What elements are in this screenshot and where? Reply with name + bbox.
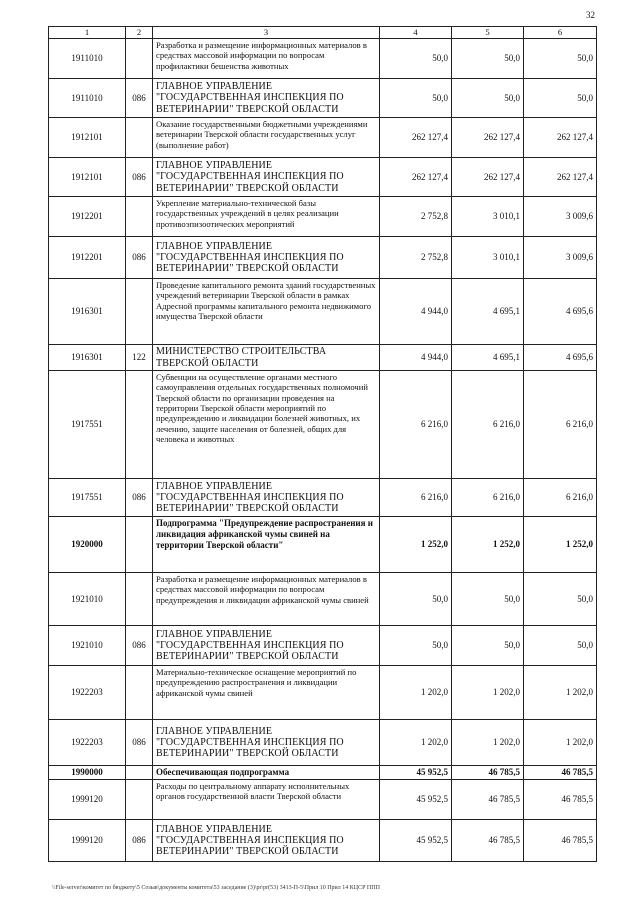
value-col6-cell: 6 216,0 [524,371,597,479]
code-cell: 1912201 [49,197,126,237]
name-cell: Материально-техническое оснащение мероприятий по предупреждению распространения и ликвидации африканской чумы свиней [153,666,380,720]
table-row [49,666,597,720]
name-cell: Субвенции на осуществление органами местного самоуправления отдельных государственных полномочий Тверской области по организации проведения на территории Тверской области мероприятий по предупреждению и ликвидации болезней животных, их лечению, защите населения от болезней, общих для человека и животных [153,371,380,479]
admin-code-cell [126,666,153,720]
table-row [49,371,597,479]
table-row [49,779,597,819]
table-row [49,479,597,517]
value-col4-cell: 1 202,0 [380,720,452,766]
table-row [49,819,597,861]
code-cell: 1917551 [49,479,126,517]
value-col4-cell: 4 944,0 [380,279,452,345]
code-cell: 1990000 [49,766,126,780]
value-col6-cell: 262 127,4 [524,118,597,158]
value-col5-cell: 50,0 [452,626,524,666]
code-cell: 1916301 [49,279,126,345]
name-cell: ГЛАВНОЕ УПРАВЛЕНИЕ "ГОСУДАРСТВЕННАЯ ИНСПЕКЦИЯ ПО ВЕТЕРИНАРИИ" ТВЕРСКОЙ ОБЛАСТИ [153,819,380,861]
table-row [49,158,597,197]
column-header: 5 [452,27,524,39]
code-cell: 1999120 [49,819,126,861]
value-col6-cell: 1 252,0 [524,517,597,573]
admin-code-cell: 086 [126,626,153,666]
admin-code-cell: 086 [126,79,153,118]
value-col4-cell: 50,0 [380,39,452,79]
code-cell: 1912101 [49,158,126,197]
admin-code-cell [126,766,153,780]
page-number: 32 [586,10,595,20]
value-col6-cell: 1 202,0 [524,666,597,720]
value-col6-cell: 50,0 [524,39,597,79]
admin-code-cell [126,279,153,345]
value-col4-cell: 2 752,8 [380,197,452,237]
code-cell: 1911010 [49,79,126,118]
name-cell: ГЛАВНОЕ УПРАВЛЕНИЕ "ГОСУДАРСТВЕННАЯ ИНСПЕКЦИЯ ПО ВЕТЕРИНАРИИ" ТВЕРСКОЙ ОБЛАСТИ [153,720,380,766]
column-header: 4 [380,27,452,39]
table-row [49,39,597,79]
column-header: 3 [153,27,380,39]
value-col5-cell: 46 785,5 [452,779,524,819]
admin-code-cell: 086 [126,237,153,279]
code-cell: 1999120 [49,779,126,819]
name-cell: Расходы по центральному аппарату исполнительных органов государственной власти Тверской области [153,779,380,819]
value-col4-cell: 45 952,5 [380,819,452,861]
value-col5-cell: 50,0 [452,79,524,118]
table-row [49,720,597,766]
value-col5-cell: 3 010,1 [452,197,524,237]
value-col6-cell: 46 785,5 [524,779,597,819]
value-col6-cell: 50,0 [524,79,597,118]
value-col4-cell: 4 944,0 [380,345,452,371]
name-cell: ГЛАВНОЕ УПРАВЛЕНИЕ "ГОСУДАРСТВЕННАЯ ИНСПЕКЦИЯ ПО ВЕТЕРИНАРИИ" ТВЕРСКОЙ ОБЛАСТИ [153,626,380,666]
value-col4-cell: 45 952,5 [380,779,452,819]
value-col6-cell: 46 785,5 [524,819,597,861]
value-col6-cell: 262 127,4 [524,158,597,197]
name-cell: Оказание государственными бюджетными учреждениями ветеринарии Тверской области государственных услуг (выполнение работ) [153,118,380,158]
table-row [49,517,597,573]
value-col6-cell: 6 216,0 [524,479,597,517]
value-col4-cell: 262 127,4 [380,118,452,158]
code-cell: 1922203 [49,720,126,766]
table-row [49,197,597,237]
code-cell: 1912101 [49,118,126,158]
value-col5-cell: 1 252,0 [452,517,524,573]
name-cell: Разработка и размещение информационных материалов в средствах массовой информации по вопросам предупреждения и ликвидации африканской чумы свиней [153,573,380,626]
admin-code-cell: 086 [126,158,153,197]
code-cell: 1912201 [49,237,126,279]
table-row [49,237,597,279]
admin-code-cell: 086 [126,479,153,517]
column-header: 1 [49,27,126,39]
name-cell: Укрепление материально-технической базы государственных учреждений в целях реализации противоэпизоотических мероприятий [153,197,380,237]
value-col4-cell: 45 952,5 [380,766,452,780]
code-cell: 1917551 [49,371,126,479]
table-body [49,39,597,862]
admin-code-cell: 122 [126,345,153,371]
admin-code-cell: 086 [126,819,153,861]
value-col6-cell: 3 009,6 [524,197,597,237]
value-col6-cell: 4 695,6 [524,279,597,345]
value-col5-cell: 4 695,1 [452,345,524,371]
name-cell: Проведение капитального ремонта зданий государственных учреждений ветеринарии Тверской области в рамках Адресной программы капитального ремонта недвижимого имущества Тверской области [153,279,380,345]
admin-code-cell: 086 [126,720,153,766]
value-col4-cell: 50,0 [380,626,452,666]
value-col4-cell: 1 252,0 [380,517,452,573]
header-row [49,27,597,39]
admin-code-cell [126,371,153,479]
value-col5-cell: 4 695,1 [452,279,524,345]
value-col5-cell: 6 216,0 [452,371,524,479]
value-col5-cell: 46 785,5 [452,766,524,780]
name-cell: МИНИСТЕРСТВО СТРОИТЕЛЬСТВА ТВЕРСКОЙ ОБЛАСТИ [153,345,380,371]
name-cell: ГЛАВНОЕ УПРАВЛЕНИЕ "ГОСУДАРСТВЕННАЯ ИНСПЕКЦИЯ ПО ВЕТЕРИНАРИИ" ТВЕРСКОЙ ОБЛАСТИ [153,479,380,517]
admin-code-cell [126,517,153,573]
value-col5-cell: 6 216,0 [452,479,524,517]
admin-code-cell [126,779,153,819]
value-col5-cell: 262 127,4 [452,118,524,158]
admin-code-cell [126,197,153,237]
code-cell: 1921010 [49,573,126,626]
value-col6-cell: 1 202,0 [524,720,597,766]
admin-code-cell [126,118,153,158]
value-col5-cell: 262 127,4 [452,158,524,197]
value-col6-cell: 50,0 [524,626,597,666]
admin-code-cell [126,39,153,79]
table-row [49,279,597,345]
file-path-footer: \\File-server\комитет по бюджету\5 Созыв\документы комитета\53 заседание (3)\pr\pr(53) 3413-П-5\Прил 10 Прил 14 КЦСР ППП [52,885,380,891]
table-row [49,766,597,780]
code-cell: 1922203 [49,666,126,720]
value-col5-cell: 1 202,0 [452,720,524,766]
code-cell: 1920000 [49,517,126,573]
value-col5-cell: 50,0 [452,39,524,79]
value-col6-cell: 50,0 [524,573,597,626]
value-col5-cell: 1 202,0 [452,666,524,720]
value-col5-cell: 46 785,5 [452,819,524,861]
name-cell: Подпрограмма "Предупреждение распространения и ликвидация африканской чумы свиней на территории Тверской области" [153,517,380,573]
value-col4-cell: 2 752,8 [380,237,452,279]
budget-table [48,26,597,862]
column-header: 2 [126,27,153,39]
value-col4-cell: 6 216,0 [380,479,452,517]
value-col4-cell: 6 216,0 [380,371,452,479]
value-col6-cell: 46 785,5 [524,766,597,780]
code-cell: 1911010 [49,39,126,79]
name-cell: Обеспечивающая подпрограмма [153,766,380,780]
name-cell: ГЛАВНОЕ УПРАВЛЕНИЕ "ГОСУДАРСТВЕННАЯ ИНСПЕКЦИЯ ПО ВЕТЕРИНАРИИ" ТВЕРСКОЙ ОБЛАСТИ [153,79,380,118]
code-cell: 1916301 [49,345,126,371]
table-row [49,626,597,666]
value-col6-cell: 3 009,6 [524,237,597,279]
value-col6-cell: 4 695,6 [524,345,597,371]
value-col4-cell: 262 127,4 [380,158,452,197]
value-col4-cell: 1 202,0 [380,666,452,720]
admin-code-cell [126,573,153,626]
value-col5-cell: 3 010,1 [452,237,524,279]
code-cell: 1921010 [49,626,126,666]
table-row [49,79,597,118]
table-row [49,118,597,158]
name-cell: Разработка и размещение информационных материалов в средствах массовой информации по вопросам профилактики бешенства животных [153,39,380,79]
name-cell: ГЛАВНОЕ УПРАВЛЕНИЕ "ГОСУДАРСТВЕННАЯ ИНСПЕКЦИЯ ПО ВЕТЕРИНАРИИ" ТВЕРСКОЙ ОБЛАСТИ [153,158,380,197]
column-header: 6 [524,27,597,39]
table-row [49,345,597,371]
value-col4-cell: 50,0 [380,573,452,626]
name-cell: ГЛАВНОЕ УПРАВЛЕНИЕ "ГОСУДАРСТВЕННАЯ ИНСПЕКЦИЯ ПО ВЕТЕРИНАРИИ" ТВЕРСКОЙ ОБЛАСТИ [153,237,380,279]
value-col4-cell: 50,0 [380,79,452,118]
table-row [49,573,597,626]
value-col5-cell: 50,0 [452,573,524,626]
